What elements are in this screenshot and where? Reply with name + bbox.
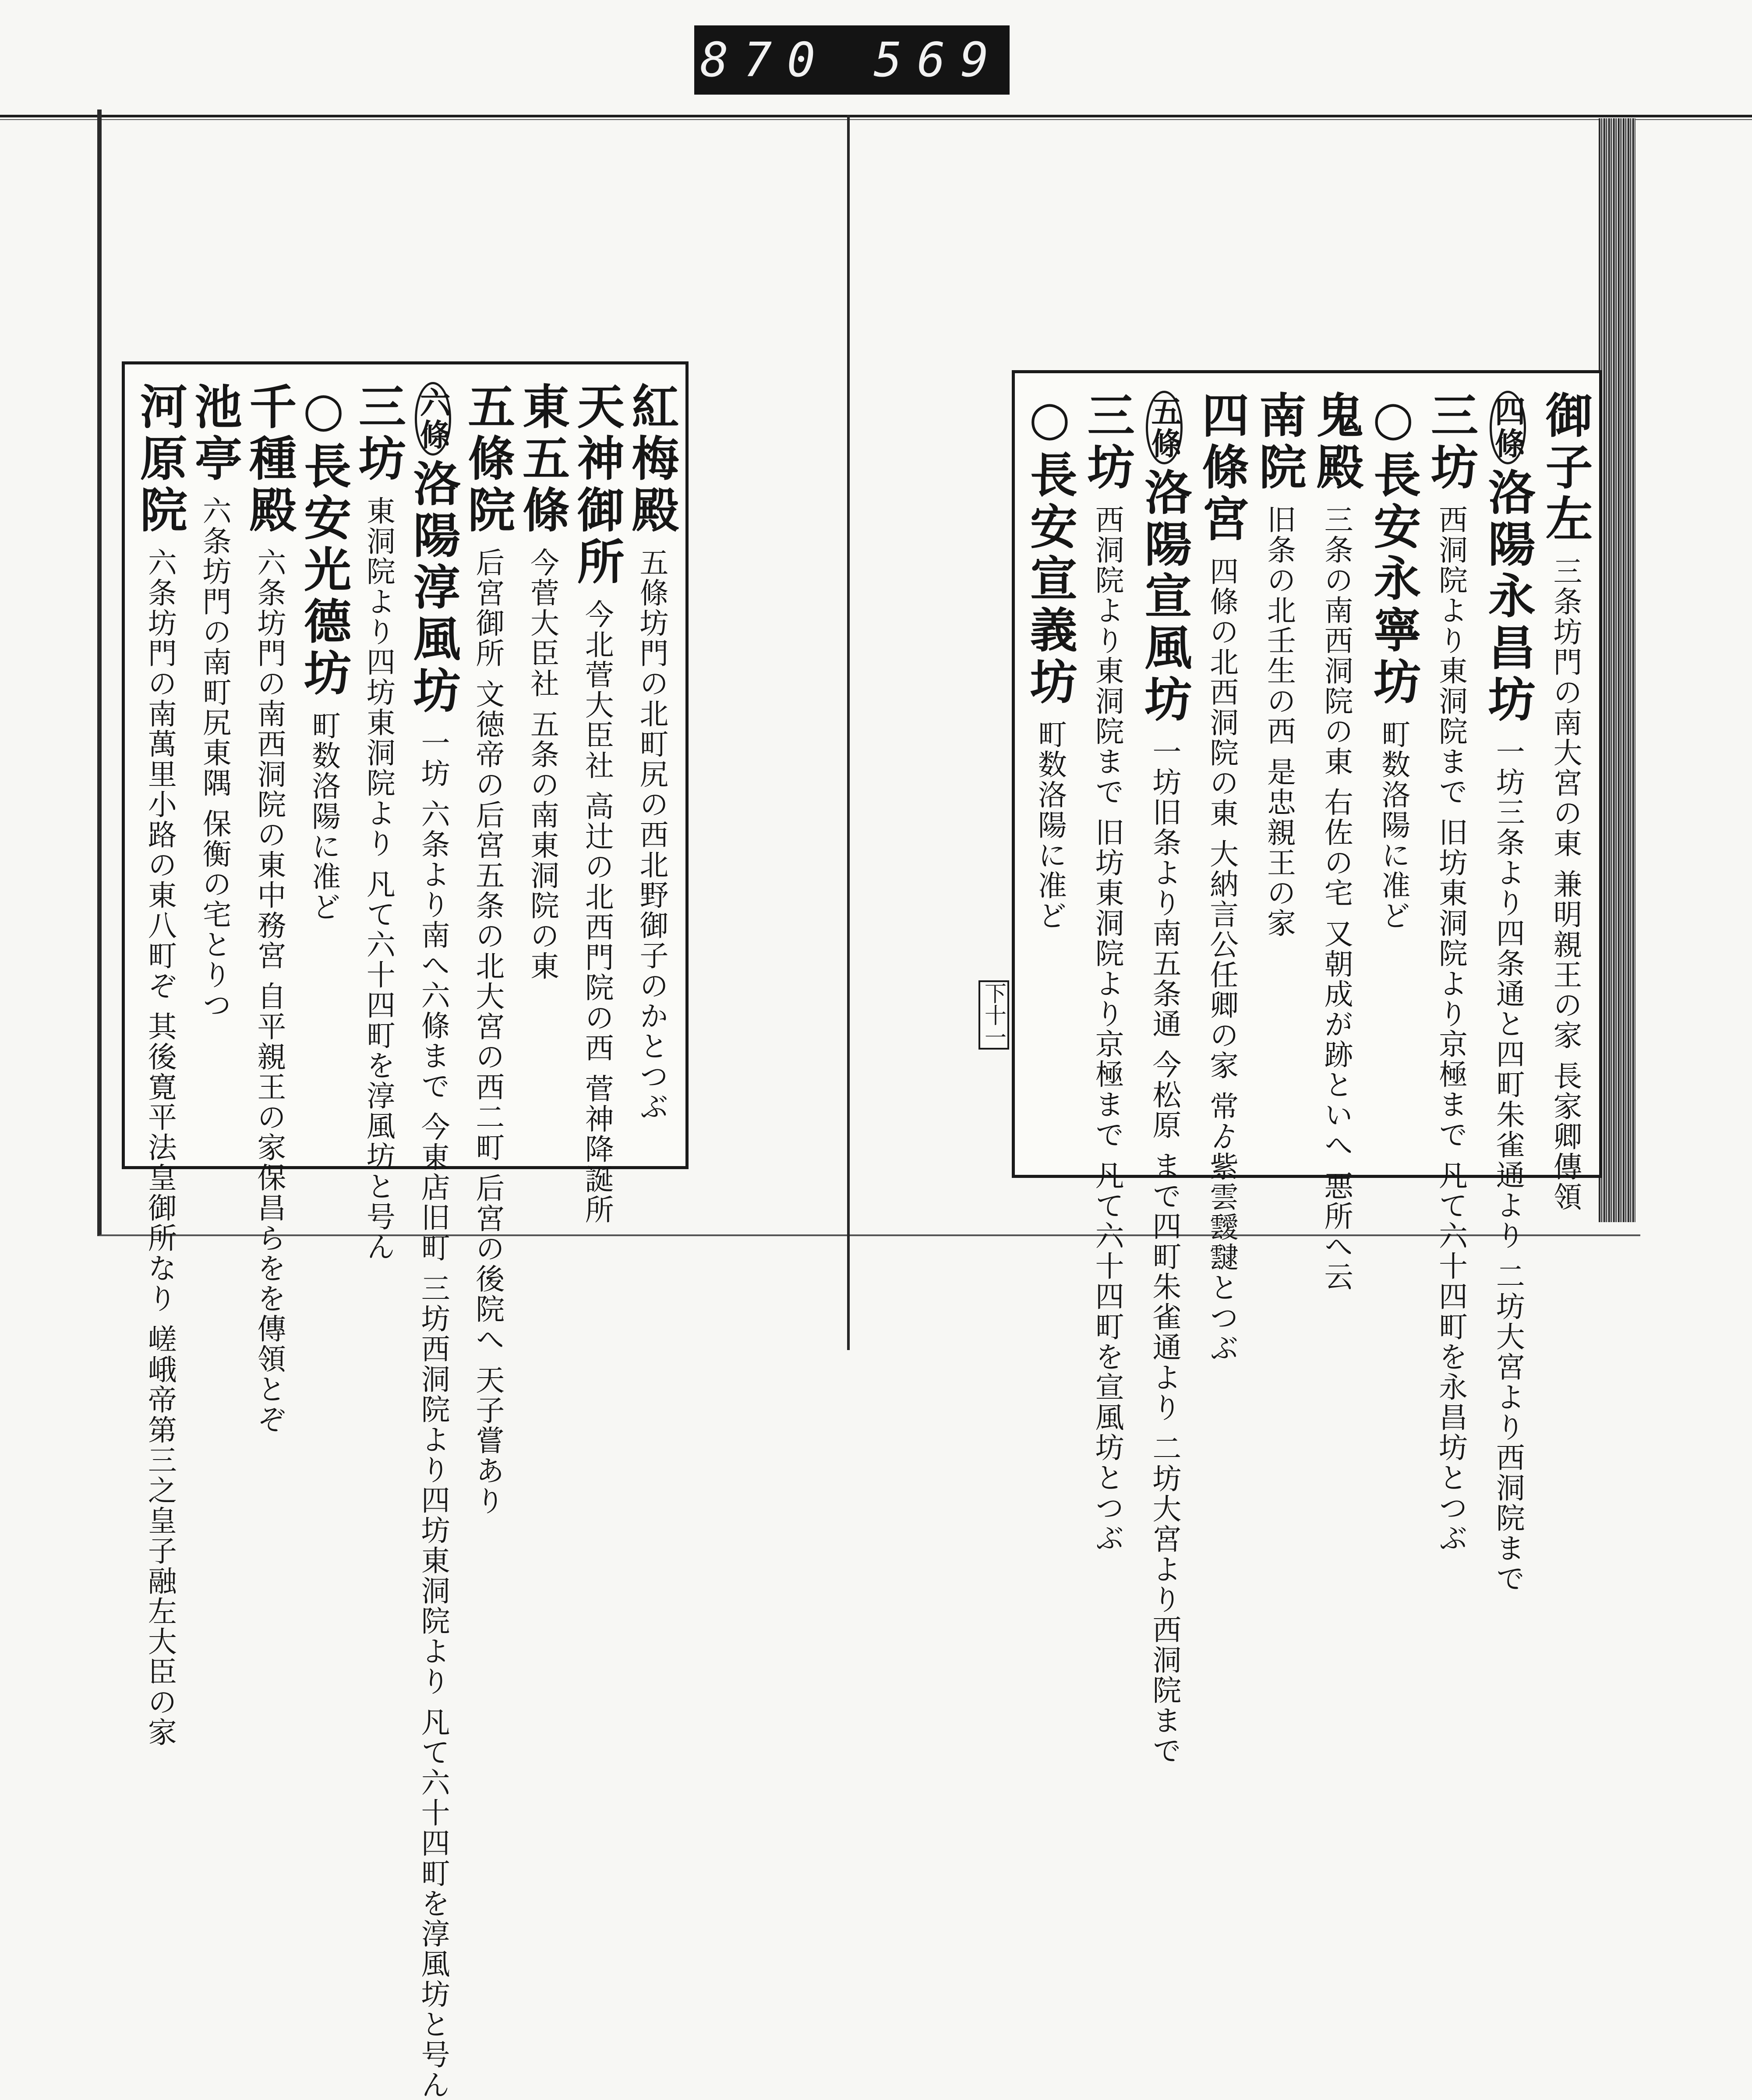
entry-text: 六条坊門の南萬里小路の東八町ぞ 其後寛平法皇御所なり 嵯峨帝第三之皇子融左大臣の家	[143, 537, 177, 1747]
entry-text: 町数洛陽に准ど	[1033, 709, 1067, 931]
text-column	[1365, 391, 1421, 1157]
entry-title: 南院	[1251, 391, 1307, 494]
circled-street-label: 六條	[415, 382, 452, 456]
entry-text: 西洞院より東洞院まで 旧坊東洞院より京極まで 凡て六十四町を永昌坊とつぶ	[1434, 494, 1468, 1553]
right-columns	[1022, 391, 1593, 1766]
entry-text: 一坊旧条より南五条通 今松原 まで四町朱雀通より 二坊大宮より西洞院まで	[1147, 726, 1181, 1766]
circled-street-label: 五條	[1146, 391, 1183, 464]
entry-text: 東洞院より四坊東洞院より 凡て六十四町を淳風坊と号ん	[361, 485, 396, 1262]
book-spine	[847, 115, 850, 1350]
entry-title: 千種殿	[241, 382, 297, 537]
circle-marker: ○	[1022, 391, 1077, 450]
text-column	[241, 382, 297, 1435]
entry-text: 町数洛陽に准ど	[307, 700, 341, 922]
entry-title: 三坊	[1423, 391, 1478, 494]
right-text-frame	[1012, 370, 1602, 1766]
entry-text: 三条の南西洞院の東 右佐の宅 又朝成が跡といへ 悪所へ云	[1319, 494, 1353, 1292]
entry-title: 鬼殿	[1308, 391, 1364, 494]
entry-title: 五條院	[459, 382, 515, 537]
left-columns	[132, 382, 679, 2100]
text-column	[459, 382, 515, 1516]
entry-text: 今菅大臣社 五条の南東洞院の東	[525, 537, 559, 981]
entry-text: 六条坊門の南西洞院の東中務宮 自平親王の家保昌らをを傳領とぞ	[252, 537, 286, 1435]
entry-text: 六条坊門の南町尻東隅 保衡の宅とりつ	[198, 485, 232, 1020]
circled-street-label: 四條	[1490, 391, 1526, 464]
text-column	[624, 382, 679, 1149]
entry-title: 天神御所	[569, 382, 625, 589]
text-column	[187, 382, 242, 1149]
entry-title: 東五條	[514, 382, 570, 537]
text-column	[405, 382, 461, 2100]
text-column	[1022, 391, 1077, 1157]
entry-title: 長安光德坊	[296, 442, 351, 700]
entry-text: 町数洛陽に准ど	[1376, 709, 1410, 931]
text-column	[1194, 391, 1249, 1363]
entry-text: 三条坊門の南大宮の東 兼明親王の家 長家卿傳領	[1548, 546, 1582, 1212]
entry-title: 河原院	[132, 382, 187, 537]
text-column	[1308, 391, 1364, 1292]
entry-text: 一坊 六条より南へ六條まで 今東店旧町 三坊西洞院より四坊東洞院より 凡て六十四町を淳風坊と号ん	[416, 718, 450, 2100]
entry-title: 三坊	[1079, 391, 1135, 494]
entry-text: 西洞院より東洞院まで 旧坊東洞院より京極まで 凡て六十四町を宣風坊とつぶ	[1090, 494, 1124, 1553]
entry-title: 洛陽淳風坊	[405, 459, 461, 718]
text-column	[132, 382, 187, 1747]
entry-title: 御子左	[1537, 391, 1593, 546]
entry-text: 今北菅大臣社 高辻の北西門院の西 菅神降誕所	[580, 589, 614, 1225]
entry-title: 三坊	[350, 382, 406, 485]
page-number: 下十一	[978, 980, 1009, 1050]
entry-title: 長安永寧坊	[1365, 450, 1421, 709]
text-column	[514, 382, 570, 1149]
entry-text: 后宮御所 文徳帝の后宮五条の北大宮の西二町 后宮の後院へ 天子嘗あり	[470, 537, 505, 1516]
entry-title: 池亭	[187, 382, 242, 485]
text-column	[1423, 391, 1478, 1553]
entry-title: 洛陽永昌坊	[1480, 468, 1536, 726]
entry-text: 四條の北西洞院の東 大納言公任卿の家 常ゟ紫雲靉靆とつぶ	[1204, 546, 1239, 1363]
entry-title: 四條宮	[1194, 391, 1249, 546]
text-column	[350, 382, 406, 1262]
text-column	[1480, 391, 1536, 1594]
entry-text: 旧条の北壬生の西 是忠親王の家	[1262, 494, 1296, 938]
entry-title: 長安宣義坊	[1022, 450, 1077, 709]
text-column	[1079, 391, 1135, 1553]
catalog-label: 870 569	[694, 25, 1010, 95]
circle-marker: ○	[1365, 391, 1421, 450]
circle-marker: ○	[296, 382, 351, 442]
left-text-frame	[122, 361, 689, 2100]
text-column	[1537, 391, 1593, 1212]
text-column	[296, 382, 351, 1149]
entry-title: 洛陽宣風坊	[1136, 468, 1192, 726]
text-column	[1251, 391, 1307, 1157]
text-column	[1136, 391, 1192, 1766]
entry-title: 紅梅殿	[624, 382, 679, 537]
text-column	[569, 382, 625, 1225]
page-edge	[1599, 118, 1635, 1222]
entry-text: 一坊三条より四条通と四町朱雀通より 二坊大宮より西洞院まで	[1491, 726, 1525, 1594]
entry-text: 五條坊門の北町尻の西北野御子のかとつぶ	[635, 537, 668, 1122]
